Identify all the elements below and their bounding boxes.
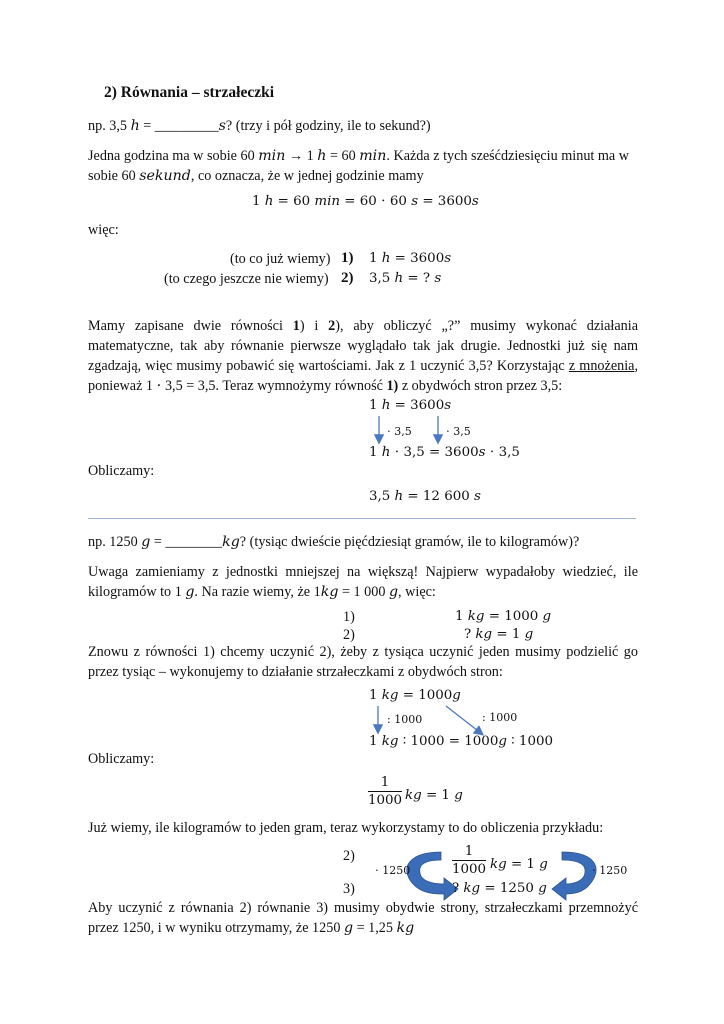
calc1-result-equation: 1 ℎ ⋅ 3,5 = 3600𝑠 ⋅ 3,5 [369,445,520,460]
calc1-multiply-right: ⋅ 3,5 [446,425,471,438]
example2-para2: Znowu z równości 1) chcemy uczynić 2), żeby z tysiąca uczynić jeden musimy podzielić go przez tysiąc – wykonujemy to działanie strzałeczkami z obydwóch stron: [88,644,638,680]
ex2-row3-tail: 𝑘𝑔 = 1 𝑔 [490,857,548,872]
example2-para3: Już wiemy, ile kilogramów to jeden gram, teraz wykorzystamy to do obliczenia przykładu: [88,820,604,836]
row2-number: 2) [341,270,354,286]
row2-equation: 3,5 ℎ = ? 𝑠 [369,271,442,286]
fraction-one-thousandth-a [368,775,402,808]
example1-para1-line2: sobie 60 𝑠𝑒𝑘𝑢𝑛𝑑, co oznacza, że w jednej godzinie mamy [88,168,424,184]
fraction-a-numerator: 1 [380,775,390,790]
section-title: 2) Równania – strzałeczki [104,84,275,101]
ex2-row4-equation: ? 𝑘𝑔 = 1250 𝑔 [452,881,547,896]
row1-number: 1) [341,250,354,266]
multiply-1250-left: ⋅ 1250 [375,864,411,877]
example1-final-answer: 3,5 ℎ = 12 600 𝑠 [369,489,481,504]
calc2-divide-right: : 1000 [482,711,518,724]
curved-arrow-left-icon [407,852,458,900]
calc1-top-equation: 1 ℎ = 3600𝑠 [369,398,452,413]
example1-wiec: więc: [88,222,119,238]
row1-equation: 1 ℎ = 3600𝑠 [369,251,452,266]
example1-para1-line1: Jedna godzina ma w sobie 60 𝑚𝑖𝑛 → 1 ℎ = 60 𝑚𝑖𝑛. Każda z tych sześćdziesięciu minut ma w [88,148,630,164]
calc1-multiply-left: ⋅ 3,5 [387,425,412,438]
fraction-a-tail: 𝑘𝑔 = 1 𝑔 [405,788,463,803]
example2-obliczamy: Obliczamy: [88,751,155,767]
fraction-a-denominator: 1000 [368,793,403,808]
example1-para2: Mamy zapisane dwie równości 1) i 2), aby obliczyć „?” musimy wykonać działania matematyczne, tak aby równanie pierwsze wyglądało tak jak drugie. Jednostki już się nam zgadzają, więc musimy pobawić się wartościami. Jak z 1 uczynić 3,5? Korzystając z mnożenia, ponieważ 1 ⋅ 3,5 = 3,5. Teraz wymnożymy równość 1) z obydwóch stron przez 3,5: [88,318,638,394]
example2-intro: np. 1250 𝑔 = ________𝑘𝑔? (tysiąc dwieście pięćdziesiąt gramów, ile to kilogramów)? [88,534,580,550]
row2-label: (to czego jeszcze nie wiemy) [164,271,329,287]
fraction-one-thousandth-b [452,844,486,877]
section-divider [88,518,636,519]
curved-arrow-right-icon [552,852,596,900]
calc2-arrow-right [446,706,482,734]
fraction-b-numerator: 1 [464,844,474,859]
ex2-row2-equation: ? 𝑘𝑔 = 1 𝑔 [464,627,534,642]
ex2-row1-equation: 1 𝑘𝑔 = 1000 𝑔 [455,609,552,624]
example1-obliczamy: Obliczamy: [88,463,155,479]
example2-para1: Uwaga zamieniamy z jednostki mniejszej na większą! Najpierw wypadałoby wiedzieć, ile kilogramów to 1 𝑔. Na razie wiemy, że 1𝑘𝑔 = 1 000 𝑔, więc: [88,564,638,600]
example2-para4: Aby uczynić z równania 2) równanie 3) musimy obydwie strony, strzałeczkami przemnożyć przez 1250, i w wyniku otrzymamy, że 1250 𝑔 = 1,25 𝑘𝑔 [88,900,638,936]
fraction-b-denominator: 1000 [452,862,487,877]
calc2-result-equation: 1 𝑘𝑔 ∶ 1000 = 1000𝑔 ∶ 1000 [369,734,553,749]
ex2-row2-number: 2) [343,627,355,643]
ex2-row4-number: 3) [343,881,355,897]
ex2-row3-number: 2) [343,848,355,864]
example1-intro: np. 3,5 ℎ = _________𝑠? (trzy i pół godziny, ile to sekund?) [88,118,431,134]
calc2-top-equation: 1 𝑘𝑔 = 1000𝑔 [369,688,461,703]
calc2-divide-left: : 1000 [387,713,423,726]
example1-main-equation: 1 ℎ = 60 𝑚𝑖𝑛 = 60 ⋅ 60 𝑠 = 3600𝑠 [252,194,479,209]
ex2-row1-number: 1) [343,609,355,625]
row1-label: (to co już wiemy) [230,251,331,267]
multiply-1250-right: ⋅ 1250 [592,864,628,877]
